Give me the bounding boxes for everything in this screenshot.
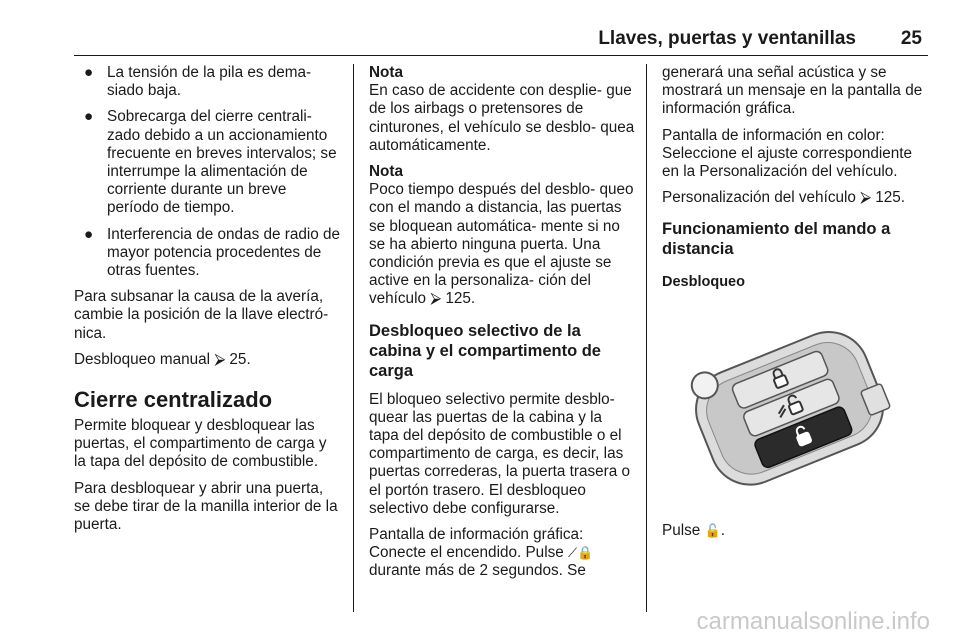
paragraph [369, 526, 635, 581]
lock-button-icon: ⟋🔒 [568, 545, 594, 561]
column-divider-2 [646, 64, 647, 612]
cross-reference: Desbloqueo manual ⮚ 25. [74, 350, 251, 368]
paragraph: Permite bloquear y desbloquear las puertas, el compartimento de carga y la tapa del depósito de combustible. [74, 417, 327, 471]
paragraph-line: Conecte el encendido. Pulse [369, 544, 564, 562]
section-heading: Cierre centralizado [74, 387, 273, 413]
cross-reference: Personalización del vehículo ⮚ 125. [662, 189, 906, 207]
header-title: Llaves, puertas y ventanillas [598, 28, 856, 49]
paragraph: Para subsanar la causa de la avería, cambie la posición de la llave electró- nica. [74, 288, 329, 342]
watermark: carmanualsonline.info [696, 608, 930, 635]
subsection-heading: Desbloqueo selectivo de la cabina y el compartimento de carga [369, 321, 601, 380]
key-fob-illustration [684, 320, 894, 510]
subsection-heading: Funcionamiento del mando a distancia [662, 220, 891, 259]
note-text: Poco tiempo después del desblo- queo con el mando a distancia, las puertas se bloquean automática- mente si no se ha abierto ninguna puerta. Una condición previa es que el ajuste se active en la personaliza- ción del vehículo ⮚ 125. [369, 181, 634, 308]
column-divider-1 [353, 64, 354, 612]
bullet-item [74, 108, 342, 217]
note-text: En caso de accidente con desplie- gue de los airbags o pretensores de cinturones, el vehículo se desblo- quea automáticamente. [369, 82, 635, 154]
figure-caption: Pulse 🔓. [662, 522, 725, 539]
column-1 [74, 64, 342, 542]
bullet-text: La tensión de la pila es dema- siado baja. [107, 64, 312, 100]
paragraph: generará una señal acústica y se mostrará un mensaje en la pantalla de información gráfica. [662, 64, 923, 118]
page-header [74, 24, 928, 54]
bullet-item [74, 64, 342, 100]
paragraph-line: Pantalla de información gráfica: [369, 526, 584, 544]
bullet-text: Sobrecarga del cierre centrali- zado debido a un accionamiento frecuente en breves intervalos; se interrumpe la alimentación de corriente durante un breve período de tiempo. [107, 108, 337, 217]
column-2 [369, 64, 635, 581]
paragraph-line: durante más de 2 segundos. Se [369, 562, 586, 580]
paragraph: El bloqueo selectivo permite desblo- quear las puertas de la cabina y la tapa del depósito de combustible o el compartimento de carga, es decir, las puertas correderas, la puerta trasera o el portón trasero. El desbloqueo selectivo debe configurarse. [369, 390, 631, 517]
note-label: Nota [369, 64, 403, 81]
paragraph: Pantalla de información en color: Seleccione el ajuste correspondiente en la Personalización del vehículo. [662, 126, 913, 181]
subheading: Desbloqueo [662, 274, 745, 291]
bullet-text: Interferencia de ondas de radio de mayor potencia procedentes de otras fuentes. [107, 225, 341, 280]
bullet-dot: ● [84, 225, 94, 243]
bullet-item [74, 226, 342, 281]
column-3 [662, 64, 928, 539]
paragraph: Para desbloquear y abrir una puerta, se debe tirar de la manilla interior de la puerta. [74, 479, 338, 534]
unlock-icon: 🔓 [704, 523, 721, 538]
bullet-dot: ● [84, 64, 94, 81]
page-number: 25 [900, 28, 922, 49]
header-rule [74, 55, 928, 56]
caption-text: Pulse [662, 522, 701, 539]
bullet-dot: ● [84, 108, 94, 126]
note-label: Nota [369, 163, 403, 181]
